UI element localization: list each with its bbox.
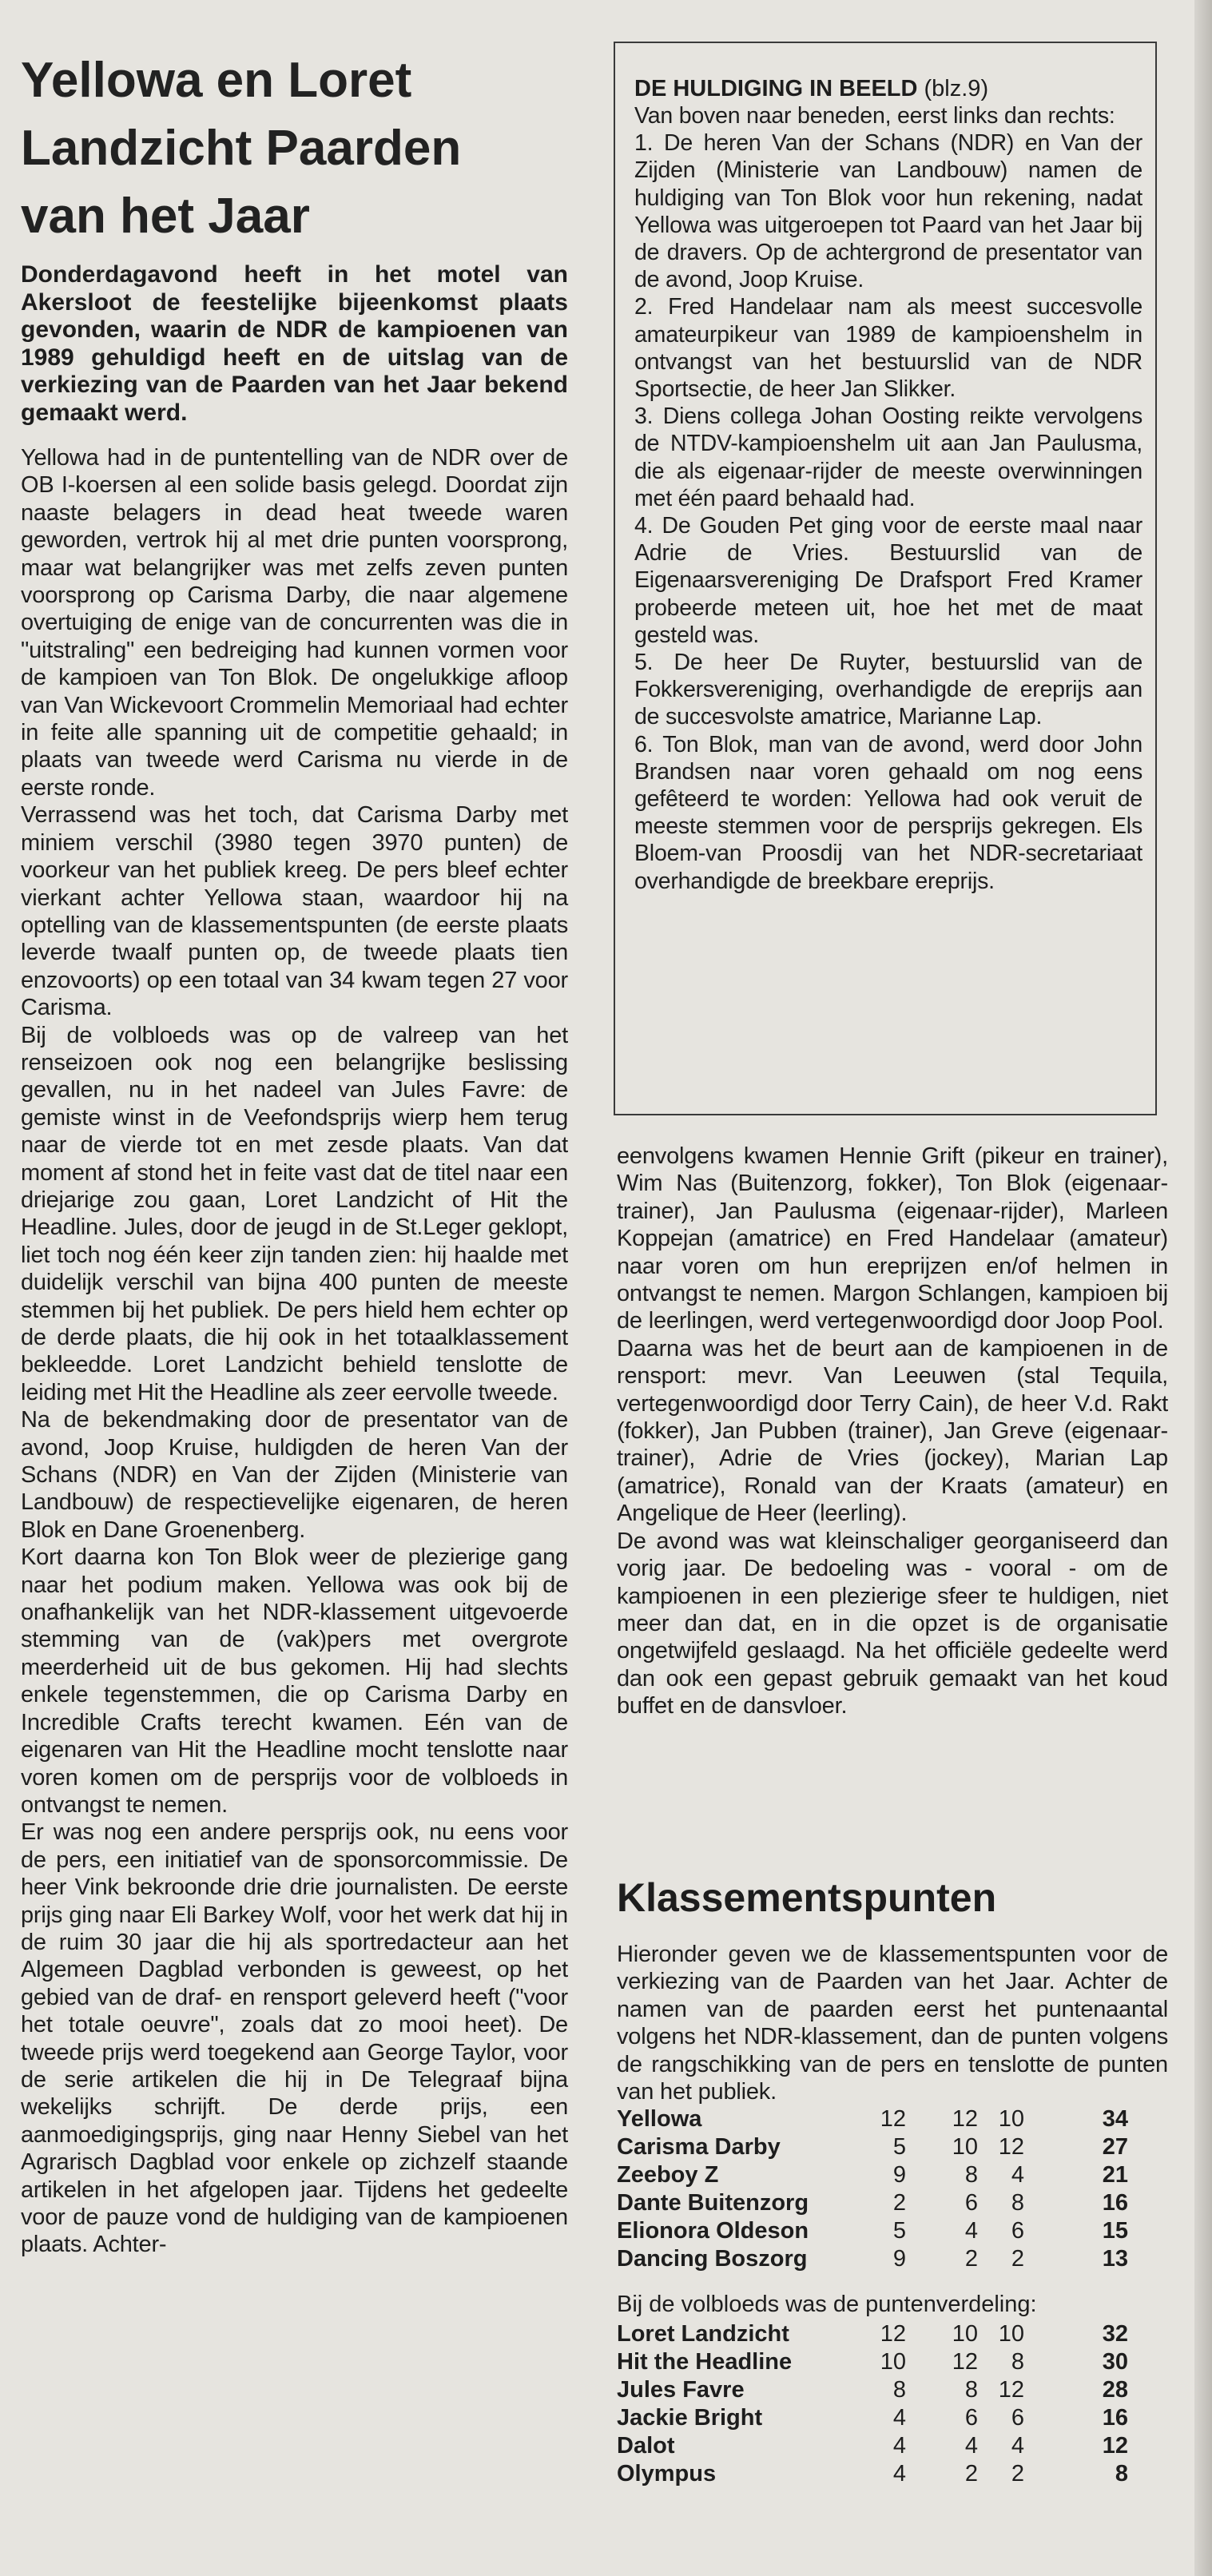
total-points: 32 [1102, 2321, 1128, 2347]
horse-name: Zeeboy Z [617, 2162, 719, 2188]
horse-name: Jackie Bright [617, 2405, 763, 2431]
paragraph: eenvolgens kwamen Hennie Grift (pikeur en trainer), Wim Nas (Buitenzorg, fokker), Ton Blok (eigenaar-trainer), Jan Paulusma (eigenaar-rijder), Marleen Koppejan (amatrice) en Fred Handelaar (amateur) naar voren om hun ereprijzen en/of helmen in ontvangst te nemen. Margon Schlangen, kampioen bij de leerlingen, werd vertegenwoordigd door Joop Pool. [617, 1143, 1168, 1334]
paragraph: Verrassend was het toch, dat Carisma Darby met miniem verschil (3980 tegen 3970 punten) de voorkeur van het publiek kreeg. De pers bleef echter vierkant achter Yellowa staan, waardoor hij na optelling van de klassementspunten (de eerste plaats leverde twaalf punten op, de tweede plaats tien enzovoorts) op een totaal van 34 kwam tegen 27 voor Carisma. [21, 802, 568, 1021]
publiek-points: 6 [1011, 2218, 1024, 2244]
table-row [617, 2460, 1128, 2488]
ndr-points: 4 [892, 2433, 906, 2459]
pers-points: 2 [964, 2461, 978, 2487]
dravers-rows [617, 2105, 1128, 2273]
ndr-points: 12 [880, 2106, 906, 2133]
article-body-right [617, 1143, 1168, 1720]
paragraph: Yellowa had in de puntentelling van de NDR over de OB I-koersen al een solide basis gelegd. Doordat zijn naaste belagers in dead heat tweede waren geworden, vertrok hij al met drie punten voorsprong, maar wat belangrijker was met zelfs zeven punten voorsprong op Carisma Darby, die naar algemene overtuiging de enige van de concurrenten was die in "uitstraling" een bedreiging had kunnen vormen voor de kampioen van Ton Blok. De ongelukkige afloop van Van Wickevoort Crommelin Memoriaal had echter in feite alle spanning uit de competitie gehaald; in plaats van tweede werd Carisma nu vierde in de eerste ronde. [21, 445, 568, 801]
ndr-points: 9 [892, 2162, 906, 2188]
table-row [617, 2404, 1128, 2432]
caption-paragraph: 4. De Gouden Pet ging voor de eerste maal naar Adrie de Vries. Bestuurslid van de Eigenaarsvereniging De Drafsport Fred Kramer probeerde meteen uit, hoe het met de maat gesteld was. [634, 513, 1142, 648]
caption-paragraph: 6. Ton Blok, man van de avond, werd door John Brandsen naar voren gehaald om nog eens gefêteerd te worden: Yellowa had ook veruit de meeste stemmen voor de persprijs gekregen. Els Bloem-van Proosdij van het NDR-secretariaat overhandigde de breekbare ereprijs. [634, 731, 1142, 894]
horse-name: Yellowa [617, 2106, 702, 2133]
publiek-points: 10 [998, 2106, 1024, 2133]
total-points: 16 [1102, 2405, 1128, 2431]
publiek-points: 10 [998, 2321, 1024, 2347]
caption-paragraph: 1. De heren Van der Schans (NDR) en Van der Zijden (Ministerie van Landbouw) namen de huldiging van Ton Blok voor hun rekening, nadat Yellowa was uitgeroepen tot Paard van het Jaar bij de dravers. Op de achtergrond de presentator van de avond, Joop Kruise. [634, 130, 1142, 293]
publiek-points: 12 [998, 2377, 1024, 2403]
photo-caption-box [614, 42, 1157, 1115]
ndr-points: 8 [892, 2377, 906, 2403]
klassement-title: Klassementspunten [617, 1875, 997, 1920]
pers-points: 4 [964, 2433, 978, 2459]
table-row [617, 2432, 1128, 2460]
pers-points: 4 [964, 2218, 978, 2244]
publiek-points: 2 [1011, 2246, 1024, 2272]
headline-line-2: Landzicht Paarden [21, 121, 462, 176]
publiek-points: 12 [998, 2134, 1024, 2161]
total-points: 13 [1102, 2246, 1128, 2272]
headline-line-3: van het Jaar [21, 189, 310, 244]
pers-points: 10 [952, 2321, 978, 2347]
pers-points: 8 [964, 2377, 978, 2403]
headline-line-1: Yellowa en Loret [21, 53, 412, 108]
pers-points: 12 [952, 2349, 978, 2375]
table-row [617, 2189, 1128, 2217]
volbloeds-points-table [617, 2320, 1128, 2488]
page-edge [1194, 0, 1212, 2576]
pers-points: 12 [952, 2106, 978, 2133]
ndr-points: 2 [892, 2190, 906, 2216]
table-row [617, 2133, 1128, 2161]
horse-name: Elionora Oldeson [617, 2218, 809, 2244]
caption-paragraph: 3. Diens collega Johan Oosting reikte vervolgens de NTDV-kampioenshelm uit aan Jan Paulusma, die als eigenaar-rijder de meeste overwinningen met één paard behaald had. [634, 403, 1142, 511]
total-points: 28 [1102, 2377, 1128, 2403]
ndr-points: 4 [892, 2405, 906, 2431]
publiek-points: 8 [1011, 2190, 1024, 2216]
ndr-points: 5 [892, 2218, 906, 2244]
ndr-points: 5 [892, 2134, 906, 2161]
horse-name: Olympus [617, 2461, 717, 2487]
klassement-section [617, 1874, 1168, 2488]
table-row [617, 2217, 1128, 2245]
horse-name: Dante Buitenzorg [617, 2190, 809, 2216]
table-row [617, 2376, 1128, 2404]
horse-name: Carisma Darby [617, 2134, 781, 2161]
pers-points: 2 [964, 2246, 978, 2272]
total-points: 12 [1102, 2433, 1128, 2459]
caption-paragraph: Van boven naar beneden, eerst links dan rechts: [634, 103, 1115, 129]
total-points: 8 [1115, 2461, 1128, 2487]
table-row [617, 2320, 1128, 2348]
table-row [617, 2105, 1128, 2133]
lead-paragraph: Donderdagavond heeft in het motel van Akersloot de feestelijke bijeenkomst plaats gevonden, waarin de NDR de kampioenen van 1989 gehuldigd heeft en de uitslag van de verkiezing van de Paarden van het Jaar bekend gemaakt werd. [21, 261, 568, 426]
publiek-points: 6 [1011, 2405, 1024, 2431]
publiek-points: 8 [1011, 2349, 1024, 2375]
publiek-points: 4 [1011, 2162, 1024, 2188]
ndr-points: 9 [892, 2246, 906, 2272]
publiek-points: 2 [1011, 2461, 1024, 2487]
paragraph: Daarna was het de beurt aan de kampioenen in de rensport: mevr. Van Leeuwen (stal Tequila, vertegenwoordigd door Terry Cain), de heer V.d. Rakt (fokker), Jan Pubben (trainer), Jan Greve (eigenaar-trainer), Adrie de Vries (jockey), Marian Lap (amatrice), Ronald van der Kraats (amateur) en Angelique de Heer (leerling). [617, 1335, 1168, 1527]
table-row [617, 2245, 1128, 2273]
paragraph: Kort daarna kon Ton Blok weer de plezierige gang naar het podium maken. Yellowa was ook bij de onafhankelijk van het NDR-klassement uitgevoerde stemming van de (vak)pers met overgrote meerderheid uit de bus gekomen. Hij had slechts enkele tegenstemmen, die op Carisma Darby en Incredible Crafts terecht kwamen. Eén van de eigenaren van Hit the Headline mocht tenslotte naar voren komen om de persprijs voor de volbloeds in ontvangst te nemen. [21, 1544, 568, 1818]
volbloeds-rows [617, 2320, 1128, 2488]
table-row [617, 2348, 1128, 2376]
paragraph: De avond was wat kleinschaliger georganiseerd dan vorig jaar. De bedoeling was - vooral - om de kampioenen in een plezierige sfeer te huldigen, niet meer dan dat, en in die opzet is de organisatie ongetwijfeld geslaagd. Na het officiële gedeelte werd dan ook een gepast gebruik gemaakt van het koud buffet en de dansvloer. [617, 1528, 1168, 1719]
publiek-points: 4 [1011, 2433, 1024, 2459]
headline [21, 46, 568, 250]
table-row [617, 2161, 1128, 2189]
caption-paragraph: 5. De heer De Ruyter, bestuurslid van de Fokkersvereniging, overhandigde de ereprijs aan de succesvolste amatrice, Marianne Lap. [634, 650, 1142, 730]
article-left-column [21, 46, 568, 2259]
horse-name: Dalot [617, 2433, 675, 2459]
total-points: 16 [1102, 2190, 1128, 2216]
paragraph: Er was nog een andere persprijs ook, nu eens voor de pers, een initiatief van de sponsorcommissie. De heer Vink bekroonde drie drie journalisten. De eerste prijs ging naar Eli Barkey Wolf, voor het werk dat hij in de ruim 30 jaar die hij als sportredacteur aan het Algemeen Dagblad verbonden is geweest, op het gebied van de draf- en rensport geleverd heeft ("voor het totale oeuvre", zoals dat zo mooi heet). De tweede prijs werd toegekend aan George Taylor, voor de serie artikelen die hij in De Telegraaf bijna wekelijks schrijft. De derde prijs, een aanmoedigingsprijs, ging naar Henny Siebel van het Agrarisch Dagblad voor enkele op zichzelf staande artikelen in het afgelopen jaar. Tijdens het gedeelte voor de pauze vond de huldiging van de kampioenen plaats. Achter- [21, 1819, 568, 2258]
caption-box-title [634, 75, 1142, 102]
ndr-points: 4 [892, 2461, 906, 2487]
pers-points: 6 [964, 2190, 978, 2216]
pers-points: 6 [964, 2405, 978, 2431]
volbloeds-intro: Bij de volbloeds was de puntenverdeling: [617, 2292, 1037, 2318]
caption-box-heading: DE HULDIGING IN BEELD [634, 76, 918, 101]
caption-paragraph: 2. Fred Handelaar nam als meest succesvolle amateurpikeur van 1989 de kampioenshelm in ontvangst van het bestuurslid van de NDR Sportsectie, de heer Jan Slikker. [634, 294, 1142, 403]
horse-name: Dancing Boszorg [617, 2246, 808, 2272]
ndr-points: 10 [880, 2349, 906, 2375]
caption-box-body [634, 102, 1142, 895]
article-right-column [617, 1143, 1168, 1720]
article-body-left [21, 444, 568, 2259]
total-points: 27 [1102, 2134, 1128, 2161]
pers-points: 10 [952, 2134, 978, 2161]
paragraph: Na de bekendmaking door de presentator van de avond, Joop Kruise, huldigden de heren Van der Schans (NDR) en Van der Zijden (Ministerie van Landbouw) de respectievelijke eigenaren, de heren Blok en Dane Groenenberg. [21, 1407, 568, 1543]
total-points: 15 [1102, 2218, 1128, 2244]
horse-name: Jules Favre [617, 2377, 745, 2403]
paragraph: Bij de volbloeds was op de valreep van het renseizoen ook nog een belangrijke beslissing gevallen, nu in het nadeel van Jules Favre: de gemiste winst in de Veefondsprijs wierp hem terug naar de vierde tot en met zesde plaats. Van dat moment af stond het in feite vast dat de titel naar een driejarige zou gaan, Loret Landzicht of Hit the Headline. Jules, door de jeugd in de St.Leger geklopt, liet toch nog één keer zijn tanden zien: hij haalde met duidelijk verschil van bijna 400 punten de meeste stemmen bij het publiek. De pers hield hem echter op de derde plaats, die hij ook in het totaalklassement bekleedde. Loret Landzicht behield tenslotte de leiding met Hit the Headline als zeer eervolle tweede. [21, 1022, 568, 1405]
horse-name: Hit the Headline [617, 2349, 793, 2375]
ndr-points: 12 [880, 2321, 906, 2347]
total-points: 30 [1102, 2349, 1128, 2375]
klassement-intro: Hieronder geven we de klassementspunten voor de verkiezing van de Paarden van het Jaar. Achter de namen van de paarden eerst het puntenaantal volgens het NDR-klassement, dan de punten volgens de rangschikking van de pers en tenslotte de punten van het publiek. [617, 1942, 1168, 2105]
total-points: 21 [1102, 2162, 1128, 2188]
dravers-points-table [617, 2105, 1128, 2273]
pers-points: 8 [964, 2162, 978, 2188]
horse-name: Loret Landzicht [617, 2321, 789, 2347]
caption-box-page-ref: (blz.9) [917, 76, 989, 101]
total-points: 34 [1102, 2106, 1128, 2133]
